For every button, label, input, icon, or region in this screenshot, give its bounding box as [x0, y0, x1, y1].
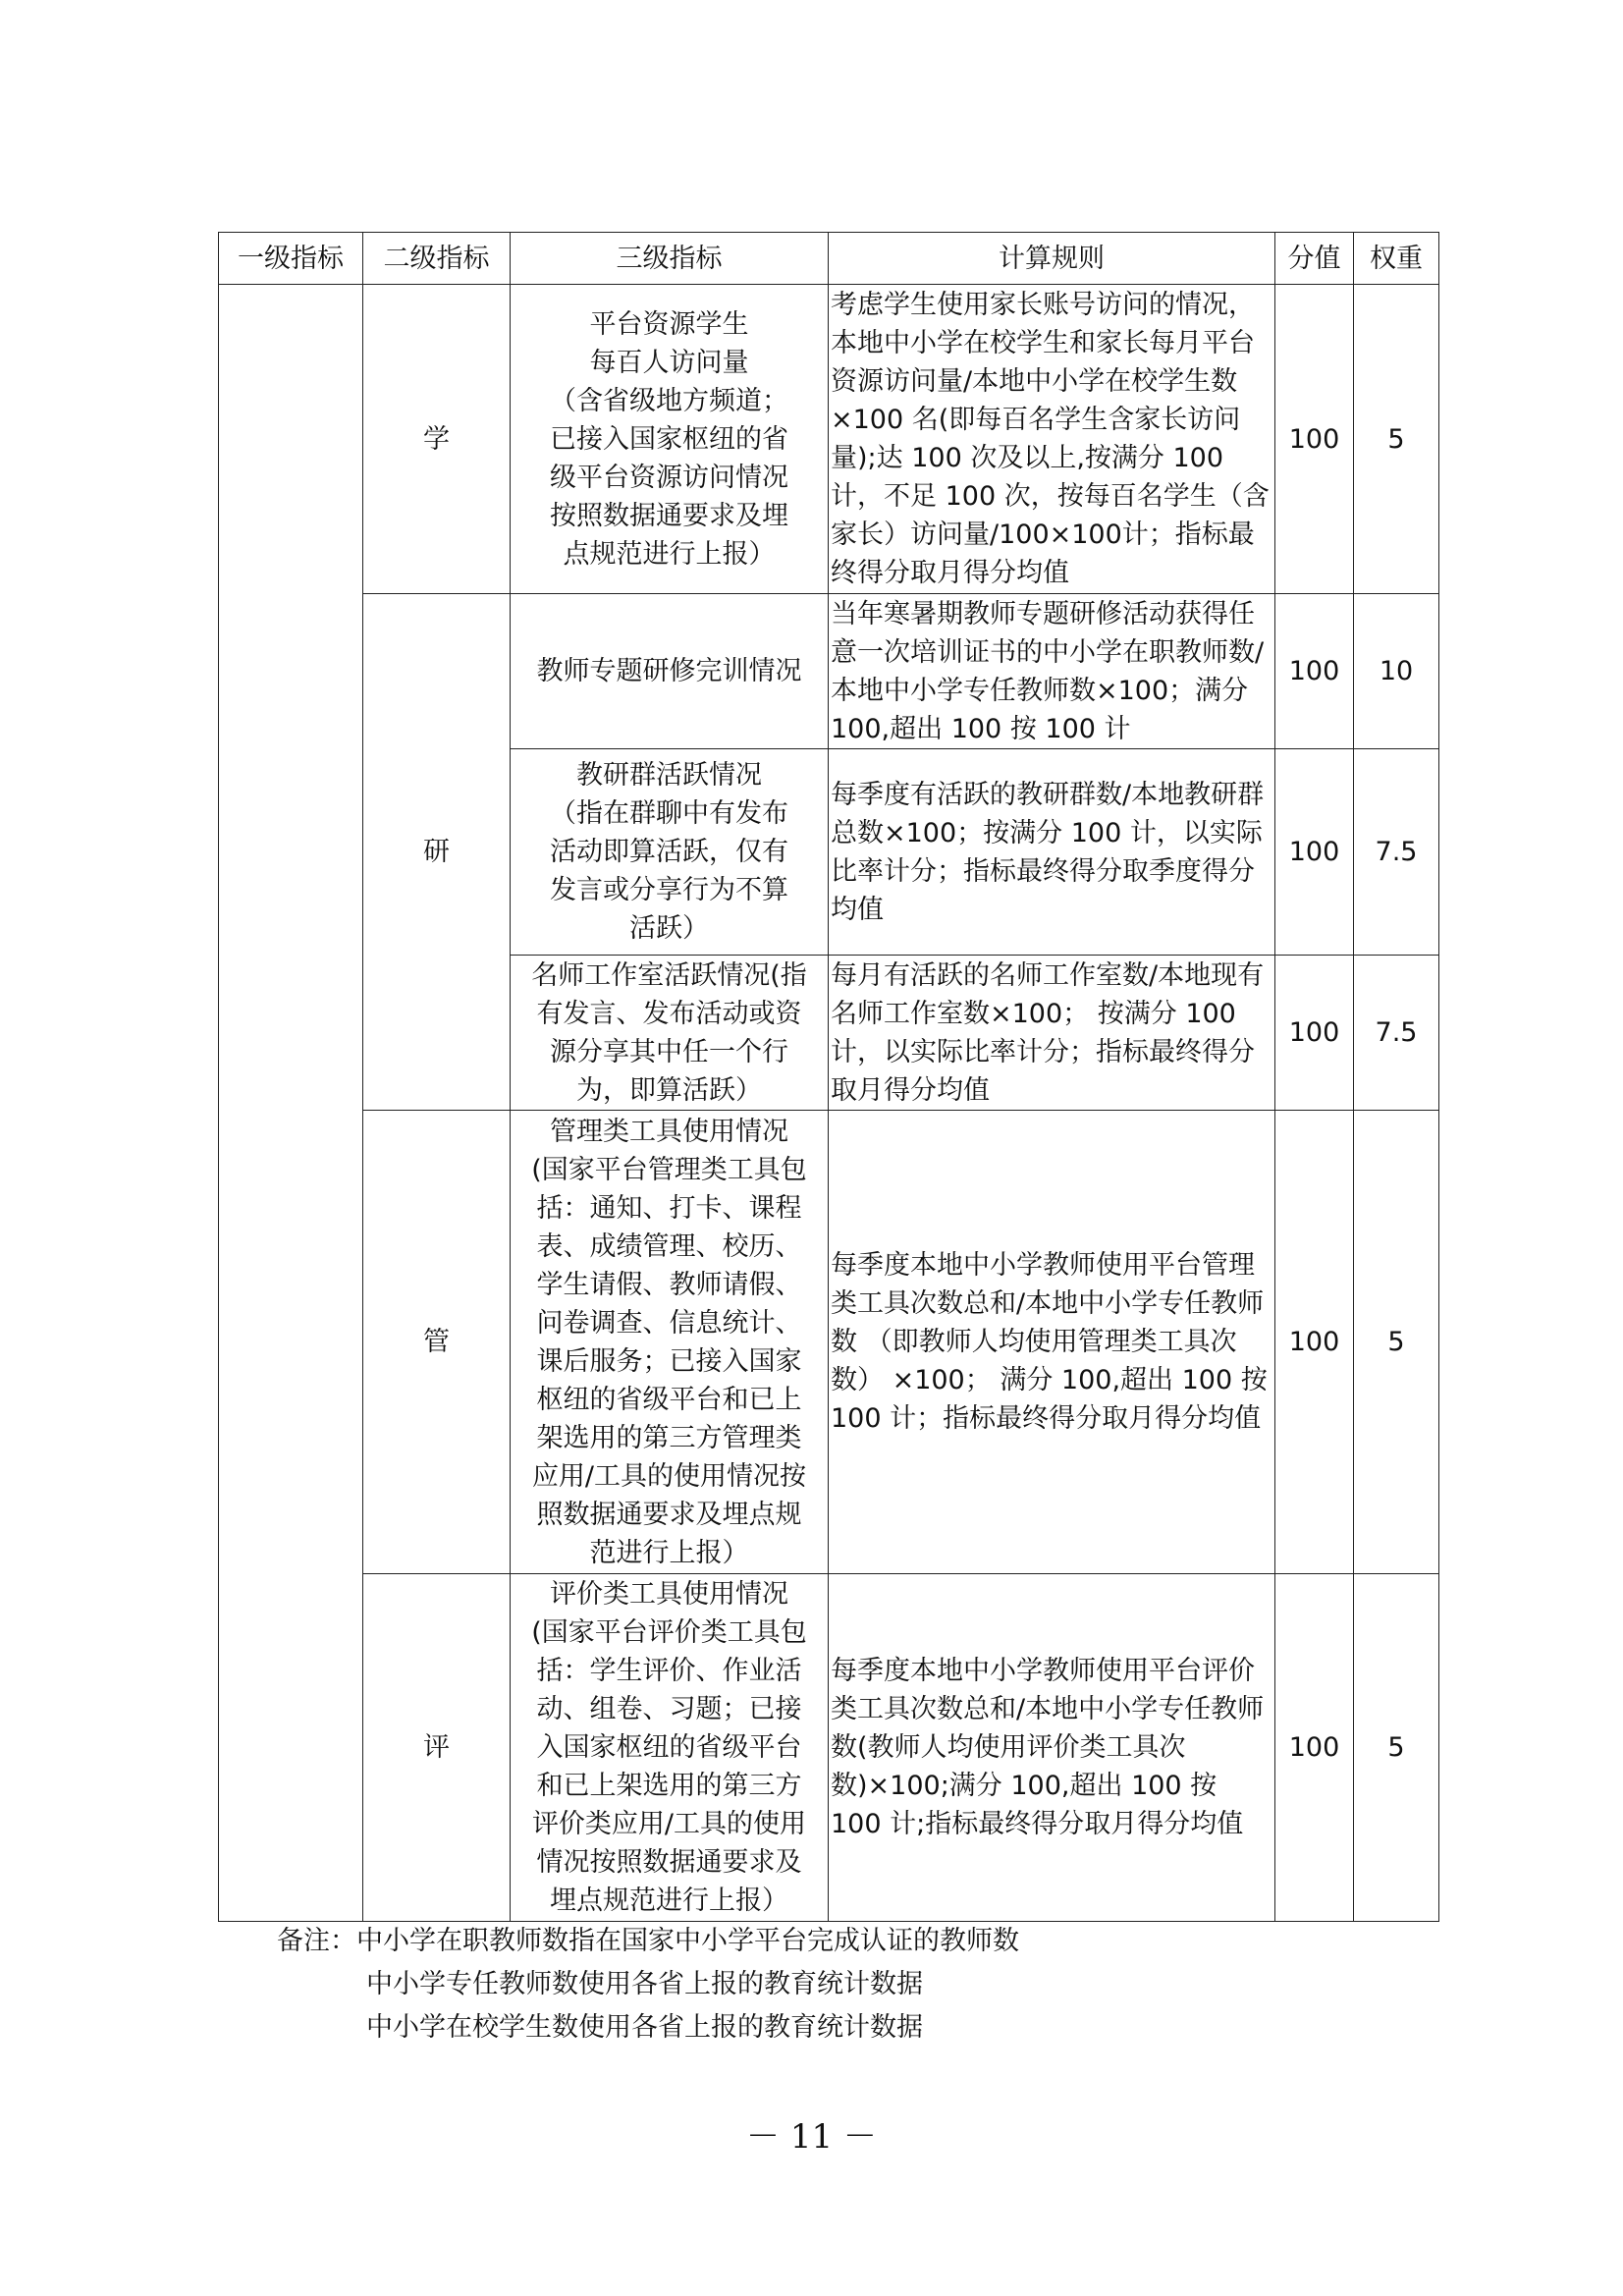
- score-cell: 100: [1275, 749, 1354, 956]
- level3-cell: [511, 285, 829, 594]
- table-row: [219, 1111, 1439, 1574]
- level2-cell: 研: [363, 594, 511, 1111]
- level3-cell: [511, 1111, 829, 1574]
- header-level1: 一级指标: [219, 233, 363, 285]
- weight-cell: 5: [1354, 1111, 1439, 1574]
- header-score: 分值: [1275, 233, 1354, 285]
- indicator-table: [218, 232, 1439, 1922]
- note-text: 中小学专任教师数使用各省上报的教育统计数据: [366, 1969, 923, 1999]
- header-rule: 计算规则: [829, 233, 1275, 285]
- level3-text: 教师专题研修完训情况: [536, 656, 802, 686]
- rule-cell: 考虑学生使用家长账号访问的情况，本地中小学在校学生和家长每月平台资源访问量/本地中小学在校学生数×100 名(即每百名学生含家长访问量);达 100 次及以上,按满分 100 计，不足 100 次，按每百名学生（含家长）访问量/100×100计；指标最终得分取月得分均值: [829, 285, 1275, 594]
- note-text: 中小学在职教师数指在国家中小学平台完成认证的教师数: [356, 1926, 1019, 1956]
- weight-cell: 7.5: [1354, 749, 1439, 956]
- level3-text: 管理类工具使用情况 (国家平台管理类工具包 括：通知、打卡、课程 表、成绩管理、校历、 学生请假、教师请假、 问卷调查、信息统计、 课后服务；已接入国家 枢纽的省级平台和已上 架选用的第三方管理类 应用/工具的使用情况按 照数据通要求及埋点规 范进行上报）: [531, 1116, 807, 1568]
- weight-cell: 5: [1354, 285, 1439, 594]
- level3-text: 教研群活跃情况 （指在群聊中有发布 活动即算活跃，仅有 发言或分享行为不算 活跃）: [550, 760, 788, 944]
- rule-cell: 每季度本地中小学教师使用平台管理类工具次数总和/本地中小学专任教师数 （即教师人均使用管理类工具次数） ×100； 满分 100,超出 100 按 100 计；指标最终得分取月得分均值: [829, 1111, 1275, 1574]
- level3-cell: [511, 749, 829, 956]
- rule-cell: 每月有活跃的名师工作室数/本地现有名师工作室数×100； 按满分 100 计，以实际比率计分；指标最终得分取月得分均值: [829, 956, 1275, 1111]
- weight-cell: 7.5: [1354, 956, 1439, 1111]
- score-cell: 100: [1275, 1111, 1354, 1574]
- note-line: [277, 2006, 1019, 2050]
- rule-cell: 每季度有活跃的教研群数/本地教研群总数×100；按满分 100 计，以实际比率计分；指标最终得分取季度得分均值: [829, 749, 1275, 956]
- table-row: [219, 1574, 1439, 1922]
- notes-label: 备注：: [277, 1926, 356, 1956]
- header-level2: 二级指标: [363, 233, 511, 285]
- score-cell: 100: [1275, 956, 1354, 1111]
- score-cell: 100: [1275, 285, 1354, 594]
- header-level3: 三级指标: [511, 233, 829, 285]
- level2-cell: 评: [363, 1574, 511, 1922]
- header-weight: 权重: [1354, 233, 1439, 285]
- level3-text: 名师工作室活跃情况(指 有发言、发布活动或资 源分享其中任一个行 为，即算活跃）: [531, 959, 807, 1106]
- score-cell: 100: [1275, 1574, 1354, 1922]
- weight-cell: 10: [1354, 594, 1439, 749]
- level3-cell: [511, 594, 829, 749]
- table-row: [219, 285, 1439, 594]
- note-line: [277, 1963, 1019, 2006]
- level2-cell: 管: [363, 1111, 511, 1574]
- level3-text: 平台资源学生 每百人访问量 （含省级地方频道； 已接入国家枢纽的省 级平台资源访问情况 按照数据通要求及埋 点规范进行上报）: [550, 308, 788, 570]
- notes: [277, 1920, 1019, 2050]
- rule-cell: 每季度本地中小学教师使用平台评价类工具次数总和/本地中小学专任教师数(教师人均使用评价类工具次数)×100;满分 100,超出 100 按 100 计;指标最终得分取月得分均值: [829, 1574, 1275, 1922]
- note-text: 中小学在校学生数使用各省上报的教育统计数据: [366, 2012, 923, 2043]
- rule-cell: 当年寒暑期教师专题研修活动获得任意一次培训证书的中小学在职教师数/本地中小学专任教师数×100；满分 100,超出 100 按 100 计: [829, 594, 1275, 749]
- table-row: [219, 594, 1439, 749]
- score-cell: 100: [1275, 594, 1354, 749]
- level1-cell: [219, 285, 363, 1922]
- page-number: － 11 －: [746, 2117, 877, 2157]
- weight-cell: 5: [1354, 1574, 1439, 1922]
- level2-cell: 学: [363, 285, 511, 594]
- level3-cell: [511, 956, 829, 1111]
- table-header-row: [219, 233, 1439, 285]
- note-line: [277, 1920, 1019, 1963]
- level3-cell: [511, 1574, 829, 1922]
- level3-text: 评价类工具使用情况 (国家平台评价类工具包 括：学生评价、作业活 动、组卷、习题；已接 入国家枢纽的省级平台 和已上架选用的第三方 评价类应用/工具的使用 情况按照数据通要求及 埋点规范进行上报）: [531, 1579, 807, 1916]
